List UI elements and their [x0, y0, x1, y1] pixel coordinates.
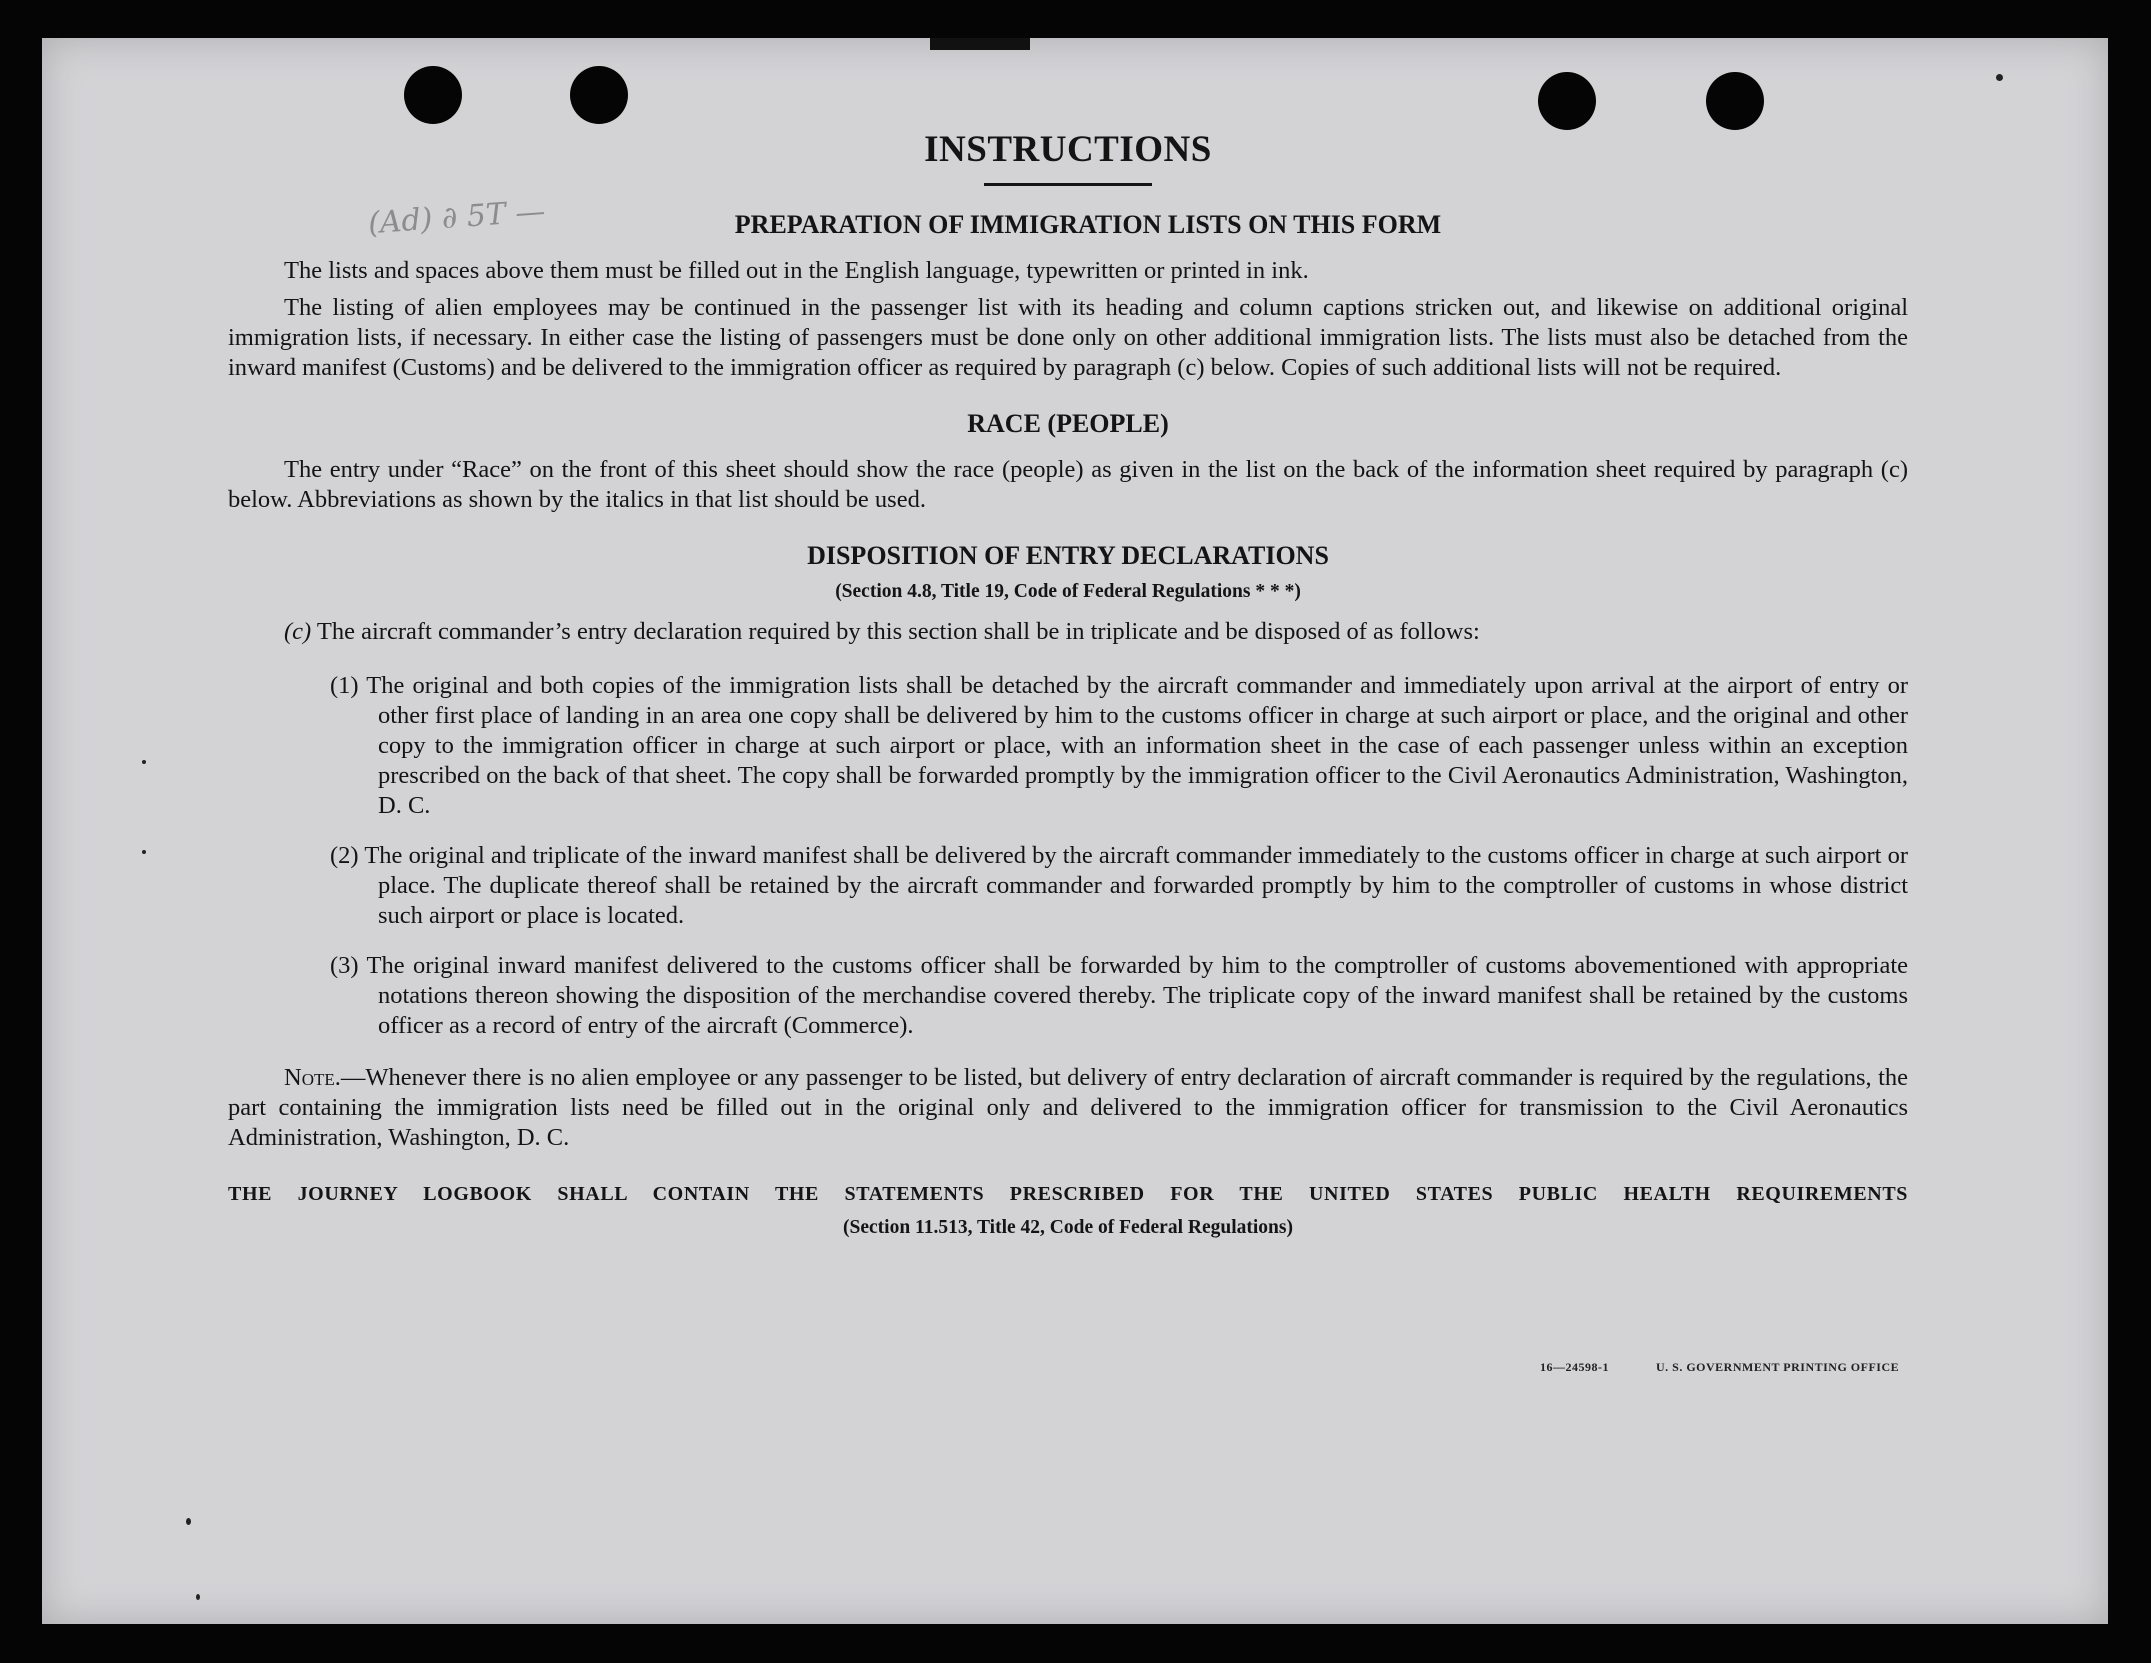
section-heading-disposition: DISPOSITION OF ENTRY DECLARATIONS — [807, 541, 1329, 570]
section-heading-preparation: PREPARATION OF IMMIGRATION LISTS ON THIS FORM — [734, 210, 1442, 239]
punch-hole — [404, 66, 462, 124]
printing-office: U. S. GOVERNMENT PRINTING OFFICE — [1656, 1360, 1900, 1374]
item-text: The original inward manifest delivered to the customs officer shall be forwarded by him to the comptroller of customs abovementioned with appropriate notations thereon showing the disposition of the merchandise covered thereby. The triplicate copy of the inward manifest shall be retained by the customs officer as a record of entry of the aircraft (Commerce). — [366, 952, 1909, 1039]
health-requirements-statement: THE JOURNEY LOGBOOK SHALL CONTAIN THE STATEMENTS PRESCRIBED FOR THE UNITED STATES PUBLIC HEALTH REQUIREMENTS — [228, 1183, 1908, 1205]
section-heading-race: RACE (PEOPLE) — [967, 409, 1169, 438]
paragraph-race: The entry under “Race” on the front of this sheet should show the race (people) as given in the list on the back of the information sheet required by paragraph (c) below. Abbreviations as shown by the italics in that list should be used. — [228, 456, 1908, 513]
list-item — [228, 841, 1908, 931]
note-label: Note. — [284, 1064, 341, 1091]
paragraph-c — [228, 617, 1908, 647]
page-tab-shadow — [930, 38, 1030, 50]
handwritten-annotation: (Ad) ∂ 5T — — [366, 193, 547, 242]
paragraph-c-label: (c) — [284, 618, 312, 645]
health-citation: (Section 11.513, Title 42, Code of Federal Regulations) — [843, 1217, 1293, 1238]
speck — [186, 1518, 191, 1525]
punch-hole — [570, 66, 628, 124]
note-text: —Whenever there is no alien employee or any passenger to be listed, but delivery of entry declaration of aircraft commander is required by the regulations, the part containing the immigration lists need be filled out in the original only and delivered to the immigration officer for transmission to the Civil Aeronautics Administration, Washington, D. C. — [228, 1064, 1908, 1151]
list-item — [228, 951, 1908, 1041]
paragraph-alien-employees: The listing of alien employees may be continued in the passenger list with its heading and column captions stricken out, and likewise on additional original immigration lists, if necessary. In either case the listing of passengers must be done only on other additional immigration lists. The lists must also be detached from the inward manifest (Customs) and be delivered to the immigration officer as required by paragraph (c) below. Copies of such additional lists will not be required. — [228, 294, 1908, 381]
form-number: 16—24598-1 — [1540, 1360, 1609, 1374]
title-underline — [984, 183, 1152, 186]
punch-hole — [1706, 72, 1764, 130]
item-number: (2) — [330, 842, 359, 869]
paragraph-c-text: The aircraft commander’s entry declaration required by this section shall be in triplicate and be disposed of as follows: — [316, 618, 1480, 645]
item-number: (1) — [330, 672, 359, 699]
page-title: INSTRUCTIONS — [924, 129, 1212, 170]
section-citation: (Section 4.8, Title 19, Code of Federal Regulations * * *) — [835, 581, 1301, 602]
speck — [142, 850, 146, 854]
paragraph-note — [228, 1063, 1908, 1153]
instructions-content — [228, 128, 1908, 1243]
paragraph-language: The lists and spaces above them must be filled out in the English language, typewritten or printed in ink. — [284, 257, 1309, 284]
list-item — [228, 671, 1908, 821]
item-text: The original and triplicate of the inward manifest shall be delivered by the aircraft commander immediately to the customs officer in charge at such airport or place. The duplicate thereof shall be retained by the aircraft commander and forwarded promptly by him to the comptroller of customs in whose district such airport or place is located. — [364, 842, 1908, 929]
speck — [1996, 74, 2003, 81]
speck — [142, 760, 146, 764]
item-text: The original and both copies of the immigration lists shall be detached by the aircraft commander and immediately upon arrival at the airport of entry or other first place of landing in an area one copy shall be delivered by him to the customs officer in charge at such airport or place, and the original and other copy to the immigration officer in charge at such airport or place, with an information sheet in the case of each passenger unless within an exception prescribed on the back of that sheet. The copy shall be forwarded promptly by the immigration officer to the Civil Aeronautics Administration, Washington, D. C. — [366, 672, 1909, 819]
item-number: (3) — [330, 952, 359, 979]
speck — [196, 1594, 200, 1600]
punch-hole — [1538, 72, 1596, 130]
